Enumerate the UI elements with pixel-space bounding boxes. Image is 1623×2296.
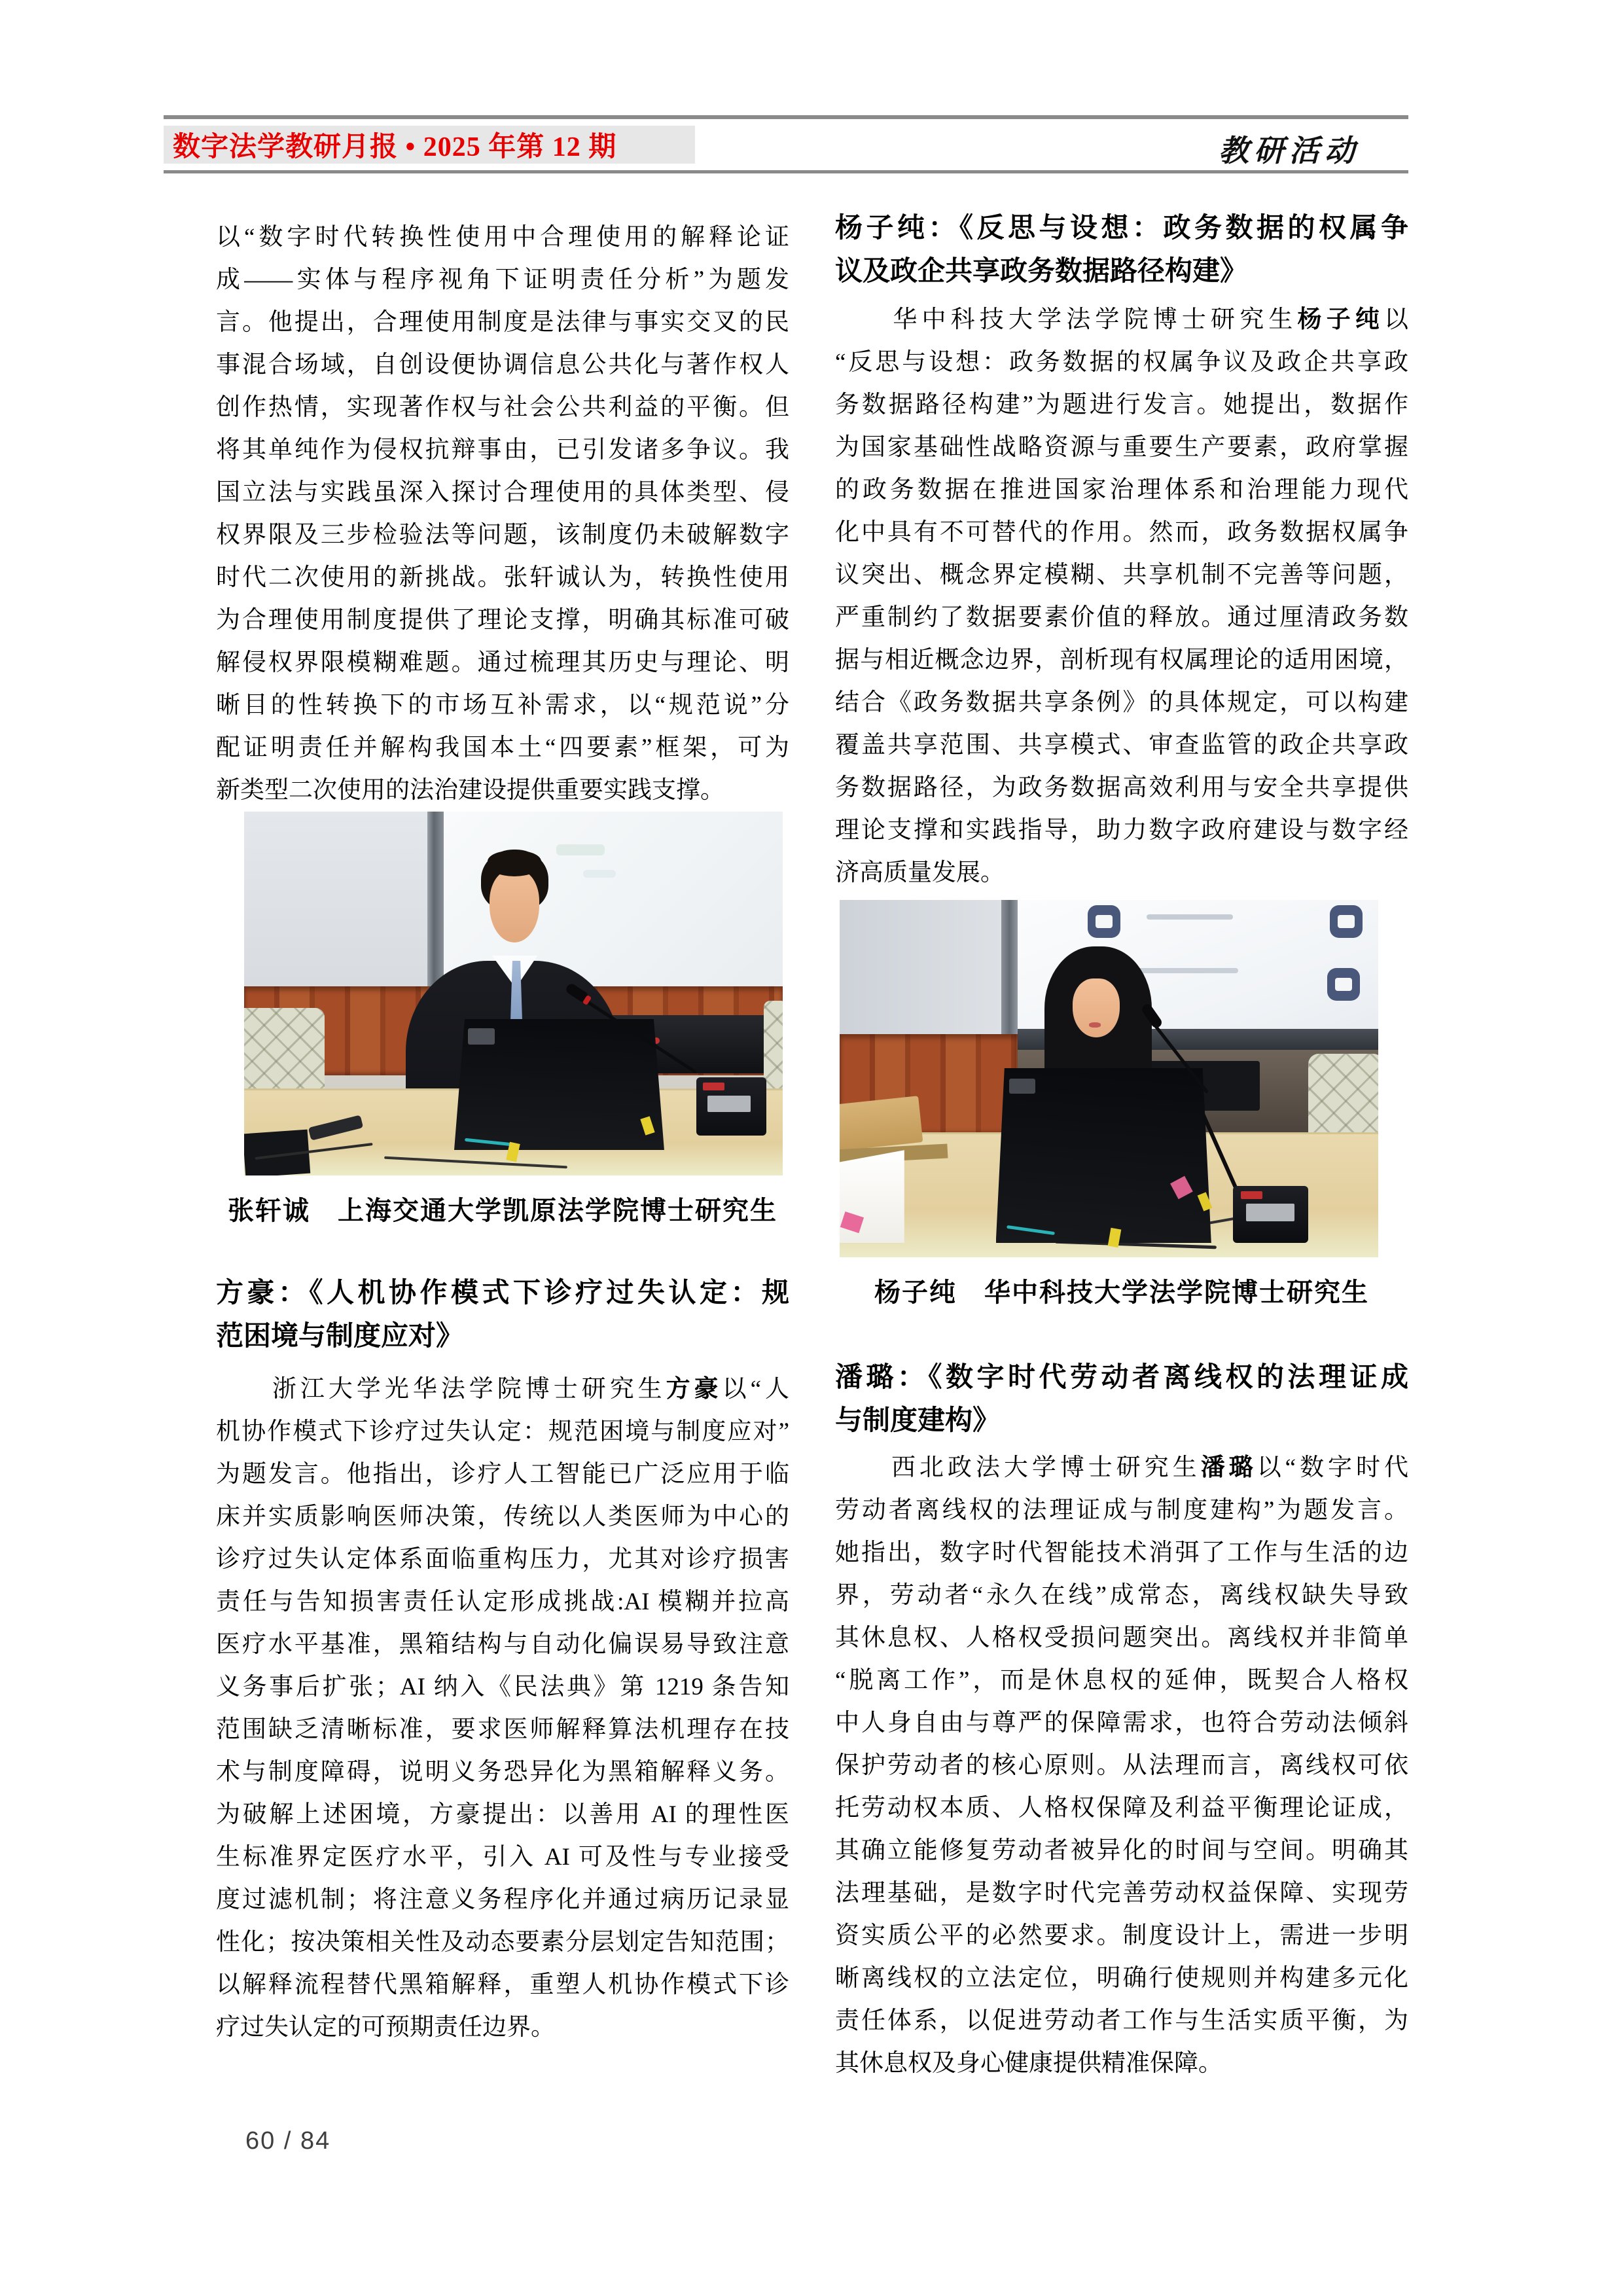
screen-text-line (1147, 914, 1233, 920)
speaker-hair-fringe (488, 851, 541, 876)
text-line: 晰离线权的立法定位，明确行使规则并构建多元化 (835, 1965, 1408, 1992)
text-line: 医疗水平基准，黑箱结构与自动化偏误易导致注意 (216, 1631, 789, 1658)
text-line: 成——实体与程序视角下证明责任分析”为题发 (216, 266, 789, 293)
text-line: 为合理使用制度提供了理论支撑，明确其标准可破 (216, 607, 789, 634)
text-line: 解侵权界限模糊难题。通过梳理其历史与理论、明 (216, 649, 789, 676)
text-line: 将其单纯作为侵权抗辩事由，已引发诸多争议。我 (216, 437, 789, 463)
paragraph-yangzichun (835, 298, 1408, 894)
text-line: 务数据路径构建”为题进行发言。她提出，数据作 (835, 391, 1408, 418)
speaker-face (490, 870, 539, 942)
screen-slide-icon (1330, 905, 1363, 938)
photo-caption-yang: 杨子纯 华中科技大学法学院博士研究生 (874, 1278, 1369, 1307)
text-line: 范围缺乏清晰标准，要求医师解释算法机理存在技 (216, 1716, 789, 1743)
text-line: 与制度建构》 (835, 1406, 1001, 1436)
heading-yangzichun (835, 207, 1408, 293)
text-line: 界，劳动者“永久在线”成常态，离线权缺失导致 (835, 1582, 1408, 1609)
text-line: “脱离工作”，而是休息权的延伸，既契合人格权 (835, 1667, 1408, 1694)
speaker-face (1073, 978, 1120, 1037)
page-number: 60 / 84 (245, 2127, 331, 2155)
text-line: 浙江大学光华法学院博士研究生方豪以“人 (216, 1376, 789, 1403)
second-laptop-lid (840, 1096, 923, 1151)
text-line: 以“数字时代转换性使用中合理使用的解释论证 (216, 224, 789, 251)
text-line: 潘璐：《数字时代劳动者离线权的法理证成 (835, 1363, 1408, 1393)
text-line: 她指出，数字时代智能技术消弭了工作与生活的边 (835, 1539, 1408, 1566)
text-line: 务数据路径，为政务数据高效利用与安全共享提供 (835, 774, 1408, 801)
laptop-sticker (468, 1028, 495, 1045)
text-line: 覆盖共享范围、共享模式、审查监管的政企共享政 (835, 732, 1408, 759)
text-line: 资实质公平的必然要求。制度设计上，需进一步明 (835, 1922, 1408, 1949)
text-line: 为题发言。他指出，诊疗人工智能已广泛应用于临 (216, 1461, 789, 1488)
text-line: 责任体系，以促进劳动者工作与生活实质平衡，为 (835, 2007, 1408, 2034)
text-line: 劳动者离线权的法理证成与制度建构”为题发言。 (835, 1497, 1408, 1524)
text-line: 严重制约了数据要素价值的释放。通过厘清政务数 (835, 604, 1408, 631)
text-line: 义务事后扩张；AI 纳入《民法典》第 1219 条告知 (216, 1674, 789, 1700)
photo-yang-zichun (840, 900, 1378, 1257)
paragraph-panlu (835, 1446, 1408, 2085)
header-title-box (164, 126, 695, 164)
text-line: 为破解上述困境，方豪提出：以善用 AI 的理性医 (216, 1801, 789, 1828)
newsletter-title: 数字法学教研月报 • 2025 年第 12 期 (173, 132, 617, 162)
heading-panlu (835, 1356, 1408, 1443)
text-line: 权界限及三步检验法等问题，该制度仍未破解数字 (216, 522, 789, 548)
text-line: 床并实质影响医师决策，传统以人类医师为中心的 (216, 1503, 789, 1530)
text-line: 言。他提出，合理使用制度是法律与事实交叉的民 (216, 309, 789, 336)
text-line: 其休息权及身心健康提供精准保障。 (835, 2050, 1222, 2077)
paragraph-zhang-continuation (216, 216, 789, 812)
wall-left (244, 812, 427, 986)
photo-caption-zhang: 张轩诚 上海交通大学凯原法学院博士研究生 (228, 1196, 777, 1225)
text-line: 晰目的性转换下的市场互补需求，以“规范说”分 (216, 692, 789, 719)
laptop-sticker (1009, 1079, 1035, 1094)
text-line: 的政务数据在推进国家治理体系和治理能力现代 (835, 476, 1408, 503)
paragraph-fanghao (216, 1368, 789, 2049)
text-line: 保护劳动者的核心原则。从法理而言，离线权可依 (835, 1752, 1408, 1779)
text-line: 配证明责任并解构我国本土“四要素”框架，可为 (216, 734, 789, 761)
microphone-base-red-label (703, 1083, 724, 1090)
text-line: 国立法与实践虽深入探讨合理使用的具体类型、侵 (216, 479, 789, 506)
text-line: 机协作模式下诊疗过失认定：规范困境与制度应对” (216, 1418, 789, 1445)
text-line: 据与相近概念边界，剖析现有权属理论的适用困境， (835, 647, 1408, 673)
wall-frame-edge (1001, 900, 1018, 1034)
screen-bezel-edge (427, 812, 444, 986)
text-line: 托劳动权本质、人格权保障及利益平衡理论证成， (835, 1795, 1408, 1821)
text-line: 化中具有不可替代的作用。然而，政务数据权属争 (835, 519, 1408, 546)
text-line: 其确立能修复劳动者被异化的时间与空间。明确其 (835, 1837, 1408, 1864)
microphone-base-label (707, 1096, 751, 1112)
text-line: 术与制度障碍，说明义务恐异化为黑箱解释义务。 (216, 1759, 789, 1785)
text-line: 范困境与制度应对》 (216, 1321, 464, 1352)
text-line: 创作热情，实现著作权与社会公共利益的平衡。但 (216, 394, 789, 421)
text-line: 西北政法大学博士研究生潘璐以“数字时代 (835, 1454, 1408, 1481)
text-line: 以解释流程替代黑箱解释，重塑人机协作模式下诊 (216, 1971, 789, 1998)
text-line: 度过滤机制；将注意义务程序化并通过病历记录显 (216, 1886, 789, 1913)
text-line: 方豪：《人机协作模式下诊疗过失认定：规 (216, 1278, 789, 1308)
screen-content-smudge (583, 870, 615, 878)
text-line: 济高质量发展。 (835, 859, 1005, 886)
heading-fanghao (216, 1272, 789, 1358)
speaker-lips (1089, 1022, 1101, 1028)
photo-zhang-xuancheng (244, 812, 783, 1175)
header-top-rule (164, 115, 1408, 119)
microphone-base-label (1246, 1204, 1294, 1221)
wall-left (840, 900, 1001, 1034)
text-line: 生标准界定医疗水平，引入 AI 可及性与专业接受 (216, 1844, 789, 1871)
screen-slide-icon (1327, 968, 1360, 1001)
microphone-base-red-label (1241, 1191, 1262, 1199)
screen-slide-icon (1088, 905, 1120, 938)
text-line: 议突出、概念界定模糊、共享机制不完善等问题， (835, 562, 1408, 588)
text-line: 其休息权、人格权受损问题突出。离线权并非简单 (835, 1624, 1408, 1651)
text-line: 为国家基础性战略资源与重要生产要素，政府掌握 (835, 434, 1408, 461)
text-line: 疗过失认定的可预期责任边界。 (216, 2014, 555, 2041)
text-line: “反思与设想：政务数据的权属争议及政企共享政 (835, 349, 1408, 376)
text-line: 事混合场域，自创设便协调信息公共化与著作权人 (216, 351, 789, 378)
text-line: 时代二次使用的新挑战。张轩诚认为，转换性使用 (216, 564, 789, 591)
text-line: 结合《政务数据共享条例》的具体规定，可以构建 (835, 689, 1408, 716)
text-line: 议及政企共享政务数据路径构建》 (835, 257, 1248, 287)
text-line: 性化；按决策相关性及动态要素分层划定告知范围； (216, 1929, 789, 1956)
text-line: 中人身自由与尊严的保障需求，也符合劳动法倾斜 (835, 1710, 1408, 1736)
text-line: 法理基础，是数字时代完善劳动权益保障、实现劳 (835, 1880, 1408, 1907)
text-line: 华中科技大学法学院博士研究生杨子纯以 (835, 306, 1408, 333)
screen-text-line (1136, 968, 1238, 973)
text-line: 杨子纯：《反思与设想：政务数据的权属争 (835, 213, 1408, 243)
text-line: 责任与告知损害责任认定形成挑战:AI 模糊并拉高 (216, 1588, 789, 1615)
text-line: 新类型二次使用的法治建设提供重要实践支撑。 (216, 777, 724, 804)
header-bottom-rule (164, 170, 1408, 173)
screen-content-smudge (556, 844, 605, 855)
text-line: 诊疗过失认定体系面临重构压力，尤其对诊疗损害 (216, 1546, 789, 1573)
laptop (996, 1068, 1211, 1244)
section-label: 教研活动 (1219, 134, 1360, 168)
text-line: 理论支撑和实践指导，助力数字政府建设与数字经 (835, 817, 1408, 844)
